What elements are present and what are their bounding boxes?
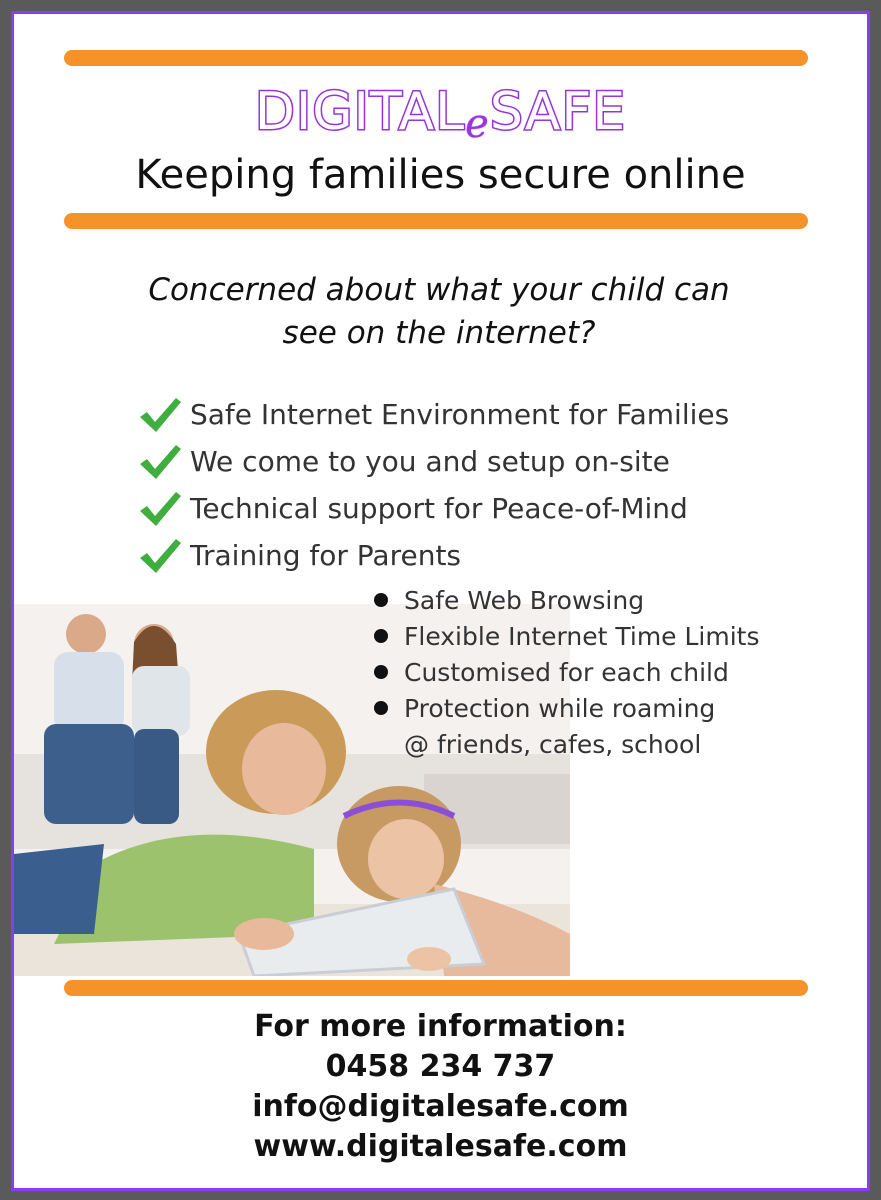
- question-heading: [74, 269, 804, 355]
- feature-label: Training for Parents: [190, 539, 462, 572]
- service-item: [374, 654, 760, 690]
- service-item: [374, 690, 760, 726]
- contact-block: [14, 1007, 867, 1167]
- service-label: @ friends, cafes, school: [404, 729, 702, 759]
- contact-heading: For more information:: [254, 1009, 627, 1044]
- logo-text-digital: DIGITAL: [254, 82, 466, 142]
- logo-text-safe: SAFE: [489, 82, 627, 142]
- check-icon: [138, 489, 190, 529]
- service-label: Protection while roaming: [404, 693, 716, 723]
- brand-logo: [14, 82, 867, 147]
- question-line-2: see on the internet?: [282, 315, 596, 351]
- flyer-page: [11, 11, 870, 1191]
- service-item: [374, 582, 760, 618]
- check-icon: [138, 395, 190, 435]
- service-label: Customised for each child: [404, 657, 729, 687]
- bottom-accent-bar: [64, 980, 808, 996]
- feature-item: [138, 485, 729, 532]
- service-label: Safe Web Browsing: [404, 585, 645, 615]
- service-item-continued: [374, 726, 760, 762]
- feature-item: [138, 532, 729, 579]
- bullet-dot: [374, 701, 388, 715]
- bullet-dot: [374, 665, 388, 679]
- feature-list: [138, 391, 729, 579]
- tagline: Keeping families secure online: [135, 152, 746, 198]
- middle-accent-bar: [64, 213, 808, 229]
- bullet-dot: [374, 593, 388, 607]
- contact-website[interactable]: www.digitalesafe.com: [253, 1129, 628, 1164]
- check-icon: [138, 536, 190, 576]
- top-accent-bar: [64, 50, 808, 66]
- service-list: [374, 582, 760, 762]
- check-icon: [138, 442, 190, 482]
- feature-label: Technical support for Peace-of-Mind: [190, 492, 688, 525]
- question-line-1: Concerned about what your child can: [148, 272, 730, 308]
- service-item: [374, 618, 760, 654]
- bullet-dot: [374, 629, 388, 643]
- feature-label: Safe Internet Environment for Families: [190, 398, 730, 431]
- contact-email[interactable]: info@digitalesafe.com: [252, 1089, 629, 1124]
- feature-item: [138, 391, 729, 438]
- feature-item: [138, 438, 729, 485]
- service-label: Flexible Internet Time Limits: [404, 621, 760, 651]
- contact-phone[interactable]: 0458 234 737: [325, 1049, 556, 1084]
- feature-label: We come to you and setup on-site: [190, 445, 670, 478]
- logo-text-e: e: [465, 101, 490, 147]
